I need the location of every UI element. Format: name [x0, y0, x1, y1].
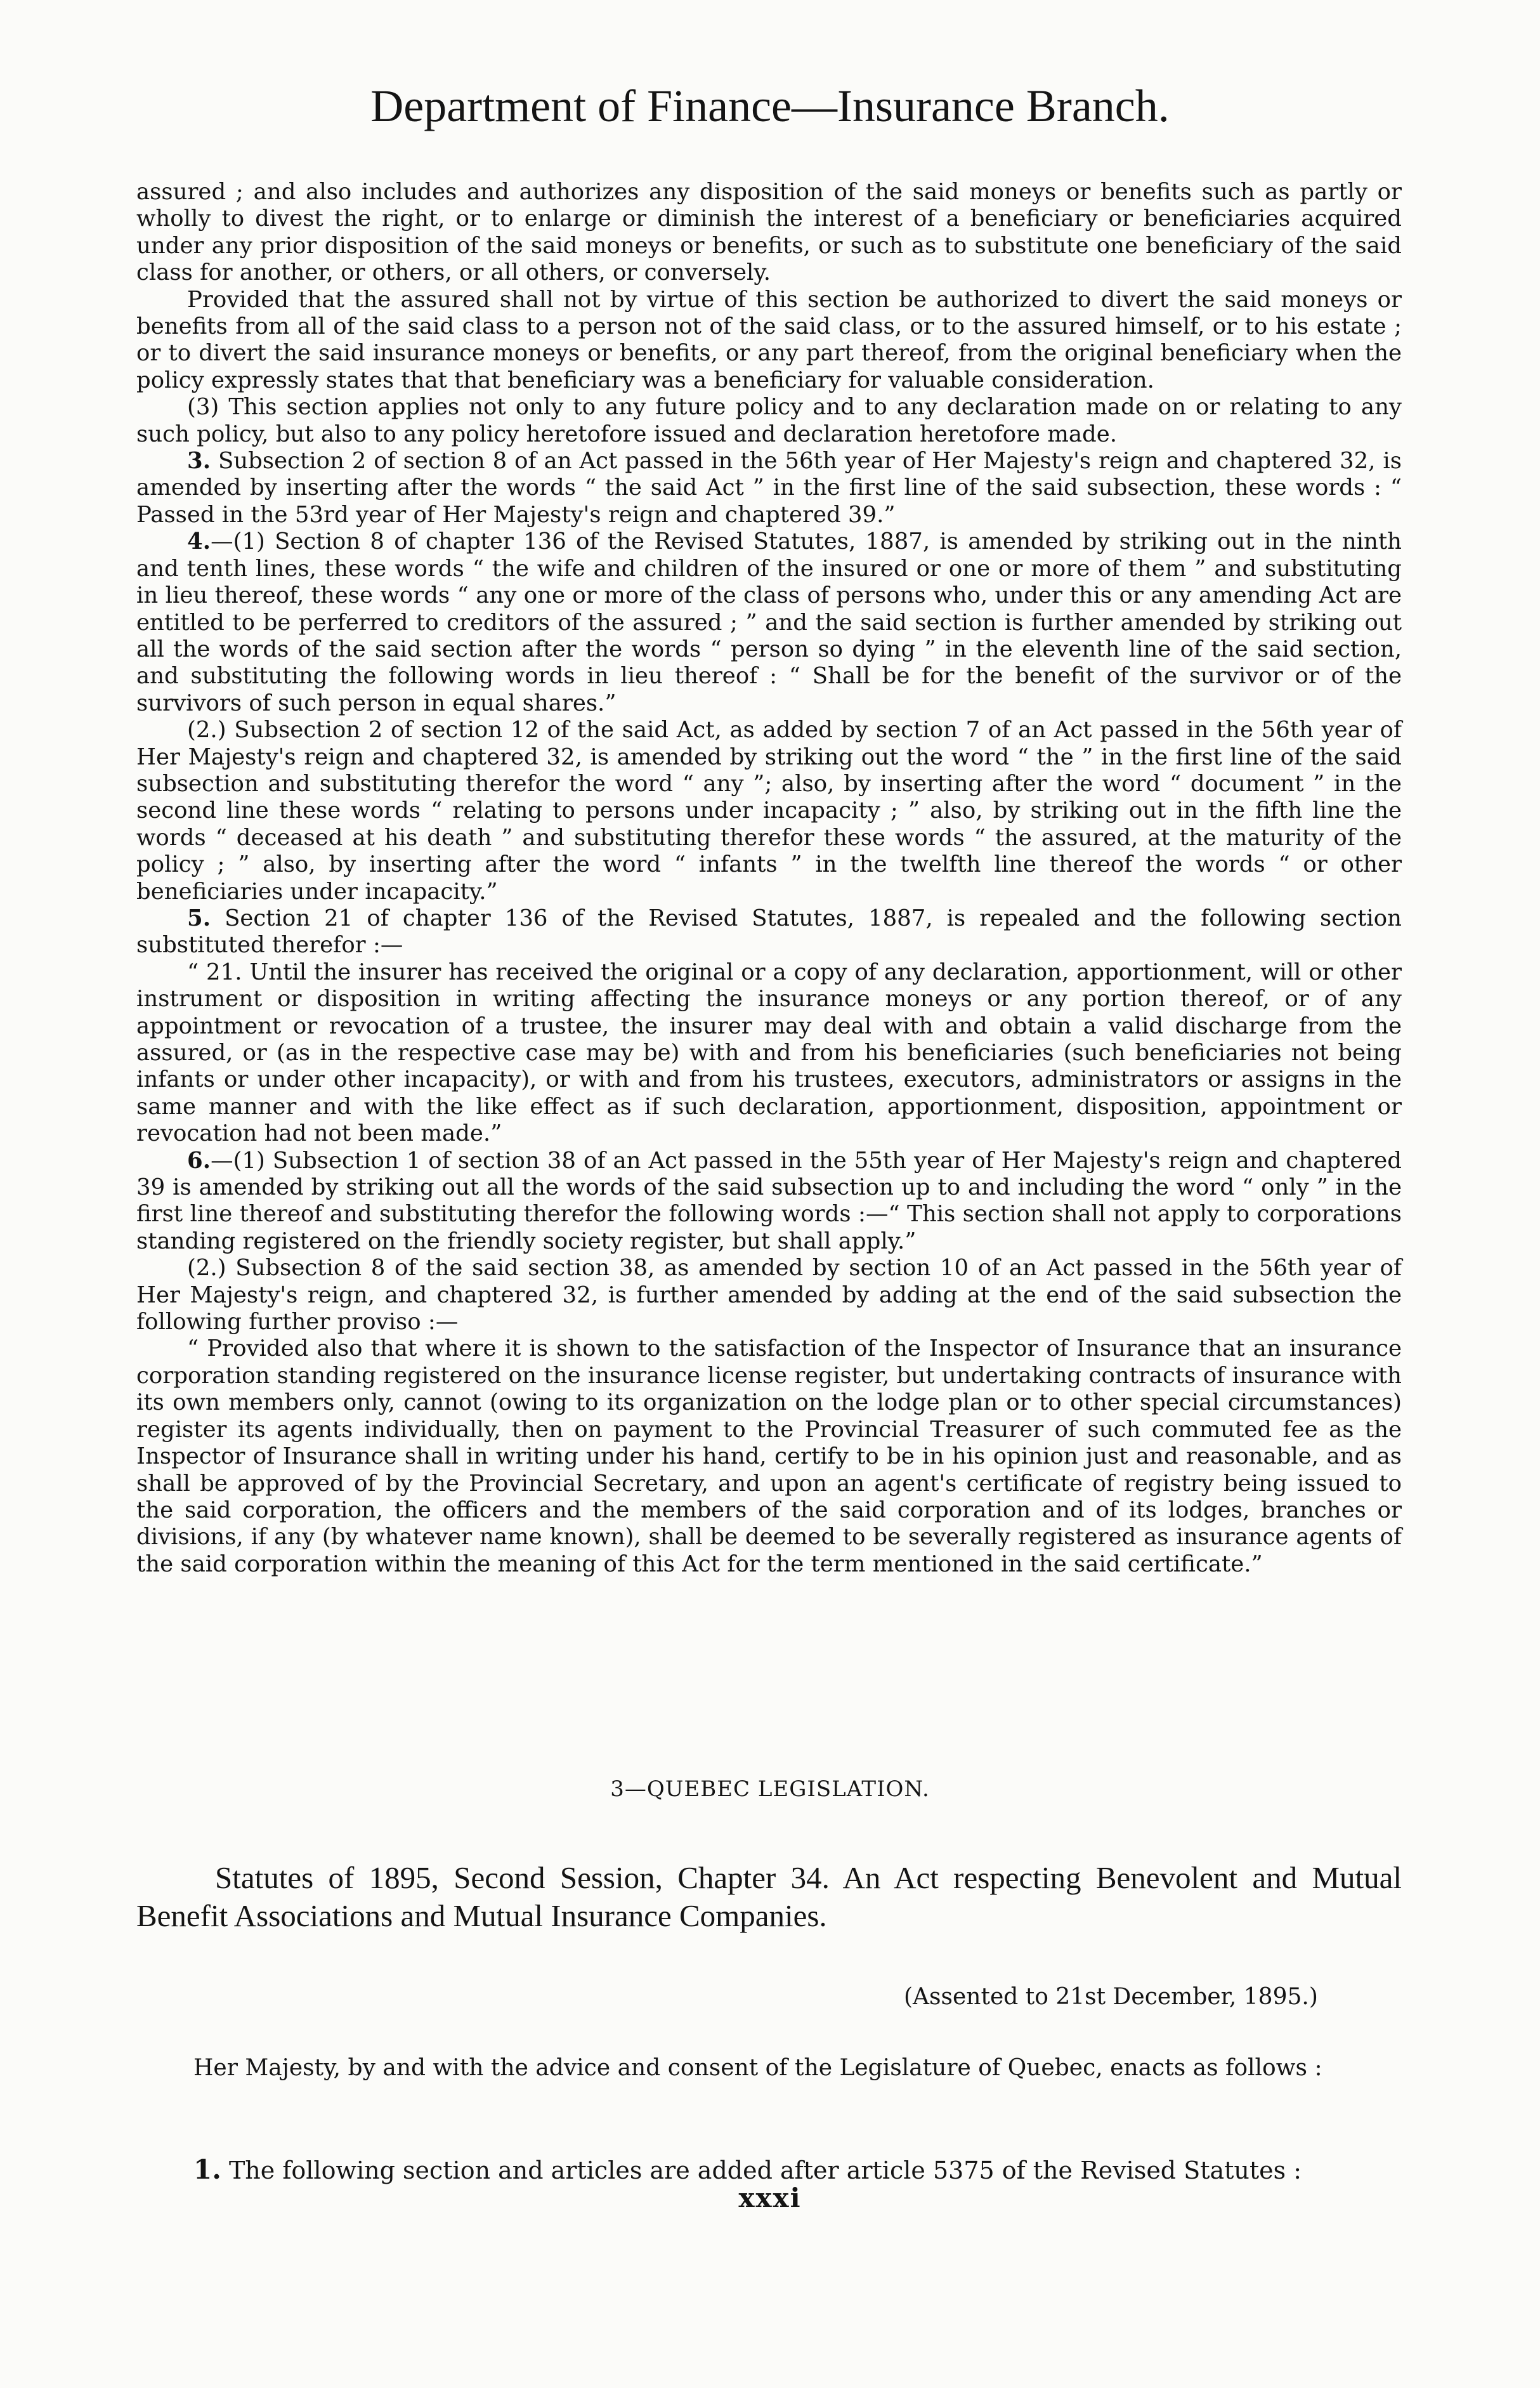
assent-date: (Assented to 21st December, 1895.) — [904, 1984, 1318, 2010]
section-heading: 3—QUEBEC LEGISLATION. — [610, 1776, 930, 1802]
paragraph-text: (2.) Subsection 2 of section 12 of the said Act, as added by section 7 of an Act passed in the 56th year of Her Majesty's reign and chaptered 32, is amended by striking out the word “ the ” in the first line of the said subsection and substituting therefor the word “ any ”; also, by inserting after the word “ document ” in the second line these words “ relating to persons under incapacity ; ” also, by striking out in the fifth line the words “ deceased at his death ” and substituting therefor these words “ the assured, at the maturity of the policy ; ” also, by inserting after the word “ infants ” in the twelfth line thereof the words “ or other beneficiaries under incapacity.” — [136, 717, 1402, 905]
paragraph-text: “ Provided also that where it is shown to the satisfaction of the Inspector of Insurance that an insurance corporation standing registered on the insurance license register, but undertaking contracts of insurance with its own members only, cannot (owing to its organization on the lodge plan or to other special circumstances) register its agents individually, then on payment to the Provincial Treasurer of such commuted fee as the Inspector of Insurance shall in writing under his hand, certify to be in his opinion just and reasonable, and as shall be approved of by the Provincial Secretary, and upon an agent's certificate of registry being issued to the said corporation, the officers and the members of the said corporation and of its lodges, branches or divisions, if any (by whatever name known), shall be deemed to be severally registered as insurance agents of the said corporation within the meaning of this Act for the term mentioned in the said certificate.” — [136, 1335, 1402, 1577]
paragraph — [136, 1335, 1402, 1578]
paragraph — [136, 717, 1402, 905]
paragraph-text: Subsection 2 of section 8 of an Act passed in the 56th year of Her Majesty's reign and chaptered 32, is amended by inserting after the words “ the said Act ” in the first line of the said subsection, these words : “ Passed in the 53rd year of Her Majesty's reign and chaptered 39.” — [136, 448, 1402, 528]
paragraph-text: assured ; and also includes and authorizes any disposition of the said moneys or benefits such as partly or wholly to divest the right, or to enlarge or diminish the interest of a beneficiary or beneficiaries acquired under any prior disposition of the said moneys or benefits, or such as to substitute one beneficiary of the said class for another, or others, or all others, or conversely. — [136, 179, 1402, 286]
page-number: xxxi — [738, 2182, 802, 2214]
enacting-clause: Her Majesty, by and with the advice and consent of the Legislature of Quebec, enacts as follows : — [193, 2055, 1322, 2081]
section-number: 3. — [187, 448, 211, 475]
section-number: 1. — [193, 2154, 221, 2185]
paragraph-text: Provided that the assured shall not by virtue of this section be authorized to divert the said moneys or benefits from all of the said class to a person not of the said class, or to the assured himself, or to his estate ; or to divert the said insurance moneys or benefits, or any part thereof, from the original beneficiary when the policy expressly states that that beneficiary was a beneficiary for valuable consideration. — [136, 286, 1402, 393]
section-text: The following section and articles are added after article 5375 of the Revised Statutes : — [221, 2156, 1302, 2184]
paragraph — [136, 528, 1402, 717]
statute-title: Statutes of 1895, Second Session, Chapter 34. An Act respecting Benevolent and Mutual Benefit Associations and Mutual Insurance Companies. — [136, 1860, 1402, 1933]
paragraph-text: (3) This section applies not only to any future policy and to any declaration made on or relating to any such policy, but also to any policy heretofore issued and declaration heretofore made. — [136, 394, 1402, 447]
paragraph-text: (2.) Subsection 8 of the said section 38, as amended by section 10 of an Act passed in the 56th year of Her Majesty's reign, and chaptered 32, is further amended by adding at the end of the said subsection the following further proviso :— — [136, 1255, 1402, 1335]
body-text — [136, 179, 1402, 1578]
paragraph — [136, 448, 1402, 528]
paragraph — [136, 1255, 1402, 1335]
paragraph — [136, 394, 1402, 448]
paragraph — [136, 905, 1402, 959]
section-number: 4. — [187, 528, 211, 555]
paragraph — [136, 179, 1402, 287]
paragraph-text: “ 21. Until the insurer has received the original or a copy of any declaration, apportionment, will or other instrument or disposition in writing affecting the insurance moneys or any portion thereof, or of any appointment or revocation of a trustee, the insurer may deal with and obtain a valid discharge from the assured, or (as in the respective case may be) with and from his beneficiaries (such beneficiaries not being infants or under other incapacity), or with and from his trustees, executors, administrators or assigns in the same manner and with the like effect as if such declaration, apportionment, disposition, appointment or revocation had not been made.” — [136, 959, 1402, 1147]
paragraph-text: —(1) Subsection 1 of section 38 of an Act passed in the 55th year of Her Majesty's reign and chaptered 39 is amended by striking out all the words of the said subsection up to and including the word “ only ” in the first line thereof and substituting therefor the following words :—“ This section shall not apply to corporations standing registered on the friendly society register, but shall apply.” — [136, 1147, 1402, 1254]
section-number: 5. — [187, 905, 211, 931]
paragraph — [136, 959, 1402, 1148]
paragraph — [136, 287, 1402, 395]
page-header: Department of Finance—Insurance Branch. — [370, 81, 1170, 131]
first-section — [193, 2154, 1402, 2185]
section-number: 6. — [187, 1147, 211, 1174]
paragraph — [136, 1148, 1402, 1256]
paragraph-text: Section 21 of chapter 136 of the Revised Statutes, 1887, is repealed and the following section substituted therefor :— — [136, 905, 1402, 959]
paragraph-text: —(1) Section 8 of chapter 136 of the Revised Statutes, 1887, is amended by striking out in the ninth and tenth lines, these words “ the wife and children of the insured or one or more of them ” and substituting in lieu thereof, these words “ any one or more of the class of persons who, under this or any amending Act are entitled to be perferred to creditors of the assured ; ” and the said section is further amended by striking out all the words of the said section after the words “ person so dying ” in the eleventh line of the said section, and substituting the following words in lieu thereof : “ Shall be for the benefit of the survivor or of the survivors of such person in equal shares.” — [136, 528, 1402, 716]
